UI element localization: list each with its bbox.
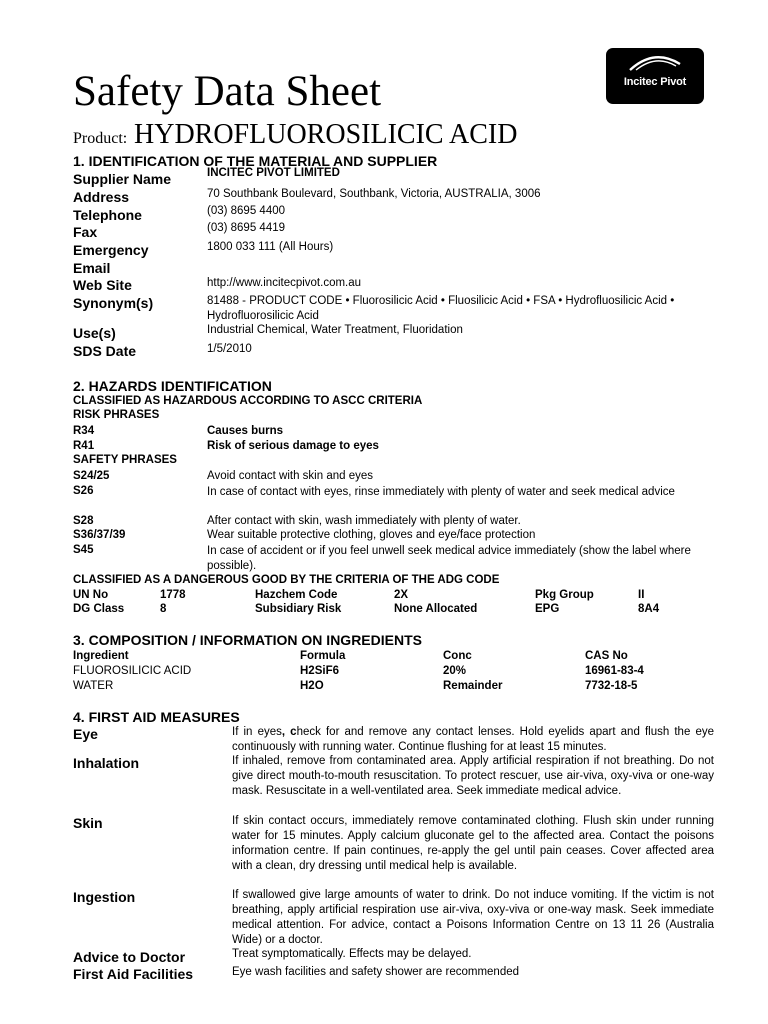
pkg-group-label: Pkg Group (535, 589, 594, 601)
safety-text: Wear suitable protective clothing, gloves and eye/face protection (207, 529, 536, 541)
safety-code: S45 (73, 544, 94, 556)
epg-label: EPG (535, 603, 560, 615)
skin-label: Skin (73, 815, 103, 831)
cas-cell: 7732-18-5 (585, 680, 638, 692)
emergency-label: Emergency (73, 242, 149, 258)
synonyms-label: Synonym(s) (73, 295, 154, 311)
subsidiary-risk-label: Subsidiary Risk (255, 603, 342, 615)
dg-class-label: DG Class (73, 603, 125, 615)
formula-cell: H2O (300, 680, 324, 692)
un-no-label: UN No (73, 589, 109, 601)
ingestion-text: If swallowed give large amounts of water to drink. Do not induce vomiting. If the victim is not breathing, apply artificial respiration use air-viva, oxy-viva or one-way mask. Seek immediate medical attention. For advice, contact a Poisons Information Centre on 13 11 26 (Australia Wide) or a doctor. (232, 889, 714, 946)
eye-text: If in eyes, check for and remove any contact lenses. Hold eyelids apart and flush the eye continuously with running water. Continue flushing for at least 15 minutes. (232, 726, 714, 753)
section2-heading: 2. HAZARDS IDENTIFICATION (73, 378, 272, 394)
inhalation-text: If inhaled, remove from contaminated area. Apply artificial respiration if not breathing. Do not give direct mouth-to-mouth resuscitation. To protect rescuer, use air-viva, oxy-viva or one-way mask. Resuscitate in a well-ventilated area. Seek immediate medical advice. (232, 755, 714, 797)
conc-cell: Remainder (443, 680, 503, 692)
column-header: CAS No (585, 650, 628, 662)
column-header: Conc (443, 650, 472, 662)
pkg-group-value: II (638, 589, 645, 601)
document-title: Safety Data Sheet (73, 68, 382, 115)
sds-date-value: 1/5/2010 (207, 343, 252, 355)
uses-label: Use(s) (73, 325, 116, 341)
safety-text: In case of contact with eyes, rinse immediately with plenty of water and seek medical advice (207, 486, 675, 498)
uses-value: Industrial Chemical, Water Treatment, Fluoridation (207, 324, 463, 336)
ingestion-label: Ingestion (73, 889, 136, 905)
advice-to-doctor-label: Advice to Doctor (73, 949, 186, 965)
fax-label: Fax (73, 224, 98, 240)
subsidiary-risk-value: None Allocated (394, 603, 478, 615)
sds-date-label: SDS Date (73, 343, 137, 359)
cas-cell: 16961-83-4 (585, 665, 644, 677)
safety-code: S26 (73, 485, 94, 497)
incitec-pivot-logo (606, 48, 704, 104)
column-header: Formula (300, 650, 346, 662)
email-label: Email (73, 260, 111, 276)
fax-value: (03) 8695 4419 (207, 222, 286, 234)
epg-value: 8A4 (638, 603, 660, 615)
risk-text: Risk of serious damage to eyes (207, 440, 379, 452)
swoosh-icon (624, 54, 686, 72)
safety-text: In case of accident or if you feel unwell seek medical advice immediately (show the label where possible). (207, 545, 691, 572)
formula-cell: H2SiF6 (300, 665, 339, 677)
first-aid-facilities-text: Eye wash facilities and safety shower are recommended (232, 966, 520, 978)
skin-text: If skin contact occurs, immediately remove contaminated clothing. Flush skin under running water for 15 minutes. Apply calcium gluconate gel to the affected area. Contact the poisons information centre. If pain continues, re-apply the gel until pain ceases. Cover affected area with a clean, dry dressing until medical help is available. (232, 815, 714, 872)
inhalation-label: Inhalation (73, 755, 140, 771)
ingredient-cell: FLUOROSILICIC ACID (73, 665, 192, 677)
safety-text: Avoid contact with skin and eyes (207, 470, 373, 482)
risk-phrases-heading: RISK PHRASES (73, 409, 160, 421)
safety-code: S24/25 (73, 470, 110, 482)
section3-heading: 3. COMPOSITION / INFORMATION ON INGREDIENTS (73, 632, 422, 648)
hazchem-label: Hazchem Code (255, 589, 338, 601)
column-header: Ingredient (73, 650, 129, 662)
conc-cell: 20% (443, 665, 467, 677)
eye-label: Eye (73, 726, 98, 742)
telephone-label: Telephone (73, 207, 142, 223)
ascc-classification: CLASSIFIED AS HAZARDOUS ACCORDING TO ASCC CRITERIA (73, 395, 423, 407)
ingredient-cell: WATER (73, 680, 114, 692)
website-label: Web Site (73, 277, 132, 293)
adg-classification: CLASSIFIED AS A DANGEROUS GOOD BY THE CRITERIA OF THE ADG CODE (73, 574, 500, 586)
telephone-value: (03) 8695 4400 (207, 205, 286, 217)
emergency-value: 1800 033 111 (All Hours) (207, 241, 334, 253)
website-link[interactable]: http://www.incitecpivot.com.au (207, 277, 362, 289)
risk-code: R34 (73, 425, 95, 437)
section4-heading: 4. FIRST AID MEASURES (73, 709, 240, 725)
product-name: HYDROFLUOROSILICIC ACID (134, 119, 518, 150)
safety-code: S36/37/39 (73, 529, 126, 541)
safety-code: S28 (73, 515, 94, 527)
un-no-value: 1778 (160, 589, 186, 601)
risk-text: Causes burns (207, 425, 284, 437)
section1-heading: 1. IDENTIFICATION OF THE MATERIAL AND SUPPLIER (73, 153, 438, 169)
product-label: Product: (73, 130, 128, 147)
address-value: 70 Southbank Boulevard, Southbank, Victoria, AUSTRALIA, 3006 (207, 188, 541, 200)
hazchem-value: 2X (394, 589, 409, 601)
dg-class-value: 8 (160, 603, 167, 615)
synonyms-value: 81488 - PRODUCT CODE • Fluorosilicic Acid • Fluosilicic Acid • FSA • Hydrofluosilicic Acid • Hydrofluorosilicic Acid (207, 295, 675, 322)
first-aid-facilities-label: First Aid Facilities (73, 966, 194, 982)
risk-code: R41 (73, 440, 95, 452)
supplier-name-value: INCITEC PIVOT LIMITED (207, 167, 340, 179)
safety-text: After contact with skin, wash immediately with plenty of water. (207, 515, 521, 527)
supplier-name-label: Supplier Name (73, 171, 172, 187)
logo-text: Incitec Pivot (623, 76, 687, 88)
advice-to-doctor-text: Treat symptomatically. Effects may be delayed. (232, 948, 472, 960)
safety-phrases-heading: SAFETY PHRASES (73, 454, 177, 466)
address-label: Address (73, 189, 130, 205)
